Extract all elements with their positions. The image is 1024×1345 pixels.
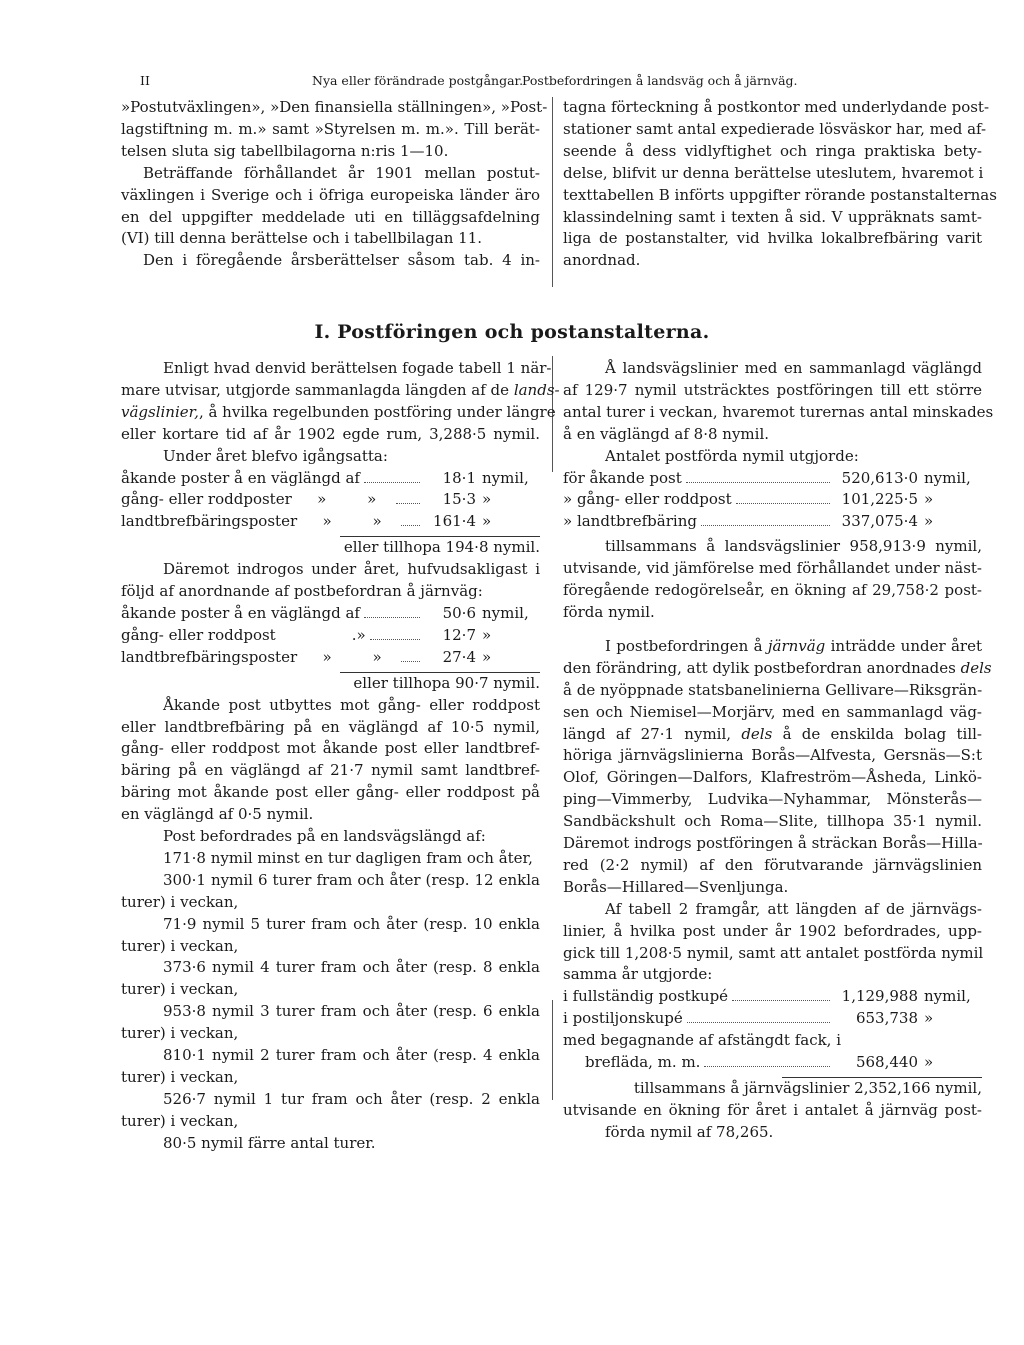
text-line: Antalet postförda nymil utgjorde: [605,446,859,465]
running-title-left: Nya eller förändrade postgångar. [312,73,524,88]
text-line: förda nymil af 78,265. [605,1122,774,1141]
text-line: antal turer i veckan, hvaremot turernas antal minskades [563,402,994,421]
text-line: längd af 27·1 nymil, dels å de enskilda bolag till- [563,724,982,743]
opened-row: åkande poster å en väglängd af 18·1 nymil, [121,468,529,487]
text-line: utvisande, vid jämförelse med förhållandet under näst- [563,559,982,578]
text-line: Under året blefvo igångsatta: [163,446,388,465]
left-column [121,358,560,1155]
text-line: bäring mot åkande post eller gång- eller roddpost på [121,783,540,802]
text-line: den förändring, att dylik postbefordran anordnades dels [563,658,992,677]
text-line: »Postutväxlingen», »Den finansiella ställningen», »Post- [121,98,548,116]
frequency-line: turer) i veckan, [121,892,239,911]
text-line: liga de postanstalter, vid hvilka lokalbrefbäring varit [563,229,982,248]
right-column [563,358,994,1144]
rail-row: brefläda, m. m. 568,440 » [585,1053,934,1072]
rail-row: med begagnande af afstängdt fack, i [563,1031,842,1050]
total-line: tillsammans å landsvägslinier 958,913·9 nymil, [605,537,982,556]
text-line: Post befordrades på en landsvägslängd af: [163,827,486,846]
text-line: utvisande en ökning för året i antalet å järnväg post- [563,1100,982,1119]
text-line: Däremot indrogs postföringen å sträckan Borås—Hilla- [563,834,983,853]
carried-row: för åkande post 520,613·0 nymil, [563,468,971,487]
text-line: texttabellen B införts uppgifter rörande postanstalternas [563,185,997,204]
frequency-line: turer) i veckan, [121,1024,239,1043]
text-line: I postbefordringen å järnväg inträdde under året [605,636,982,655]
frequency-line: 300·1 nymil 6 turer fram och åter (resp. 12 enkla [163,870,540,889]
text-line: Borås—Hillared—Svenljunga. [563,877,789,896]
section-number: I. [314,321,331,343]
text-line: föregående redogörelseår, en ökning af 29,758·2 post- [563,581,982,600]
carried-row: » landtbrefbäring 337,075·4 » [563,512,934,531]
frequency-line: turer) i veckan, [121,1111,239,1130]
column-divider [552,1000,553,1100]
text-line: Däremot indrogos under året, hufvudsakligast i [163,560,540,579]
text-line: en del uppgifter meddelade uti en tilläggsafdelning [121,207,540,226]
closed-row: åkande poster å en väglängd af 50·6 nymil, [121,603,529,622]
text-line: samma år utgjorde: [563,965,713,984]
text-line: linier, å hvilka post under år 1902 befordrades, upp- [563,921,982,940]
text-line: tagna förteckning å postkontor med underlydande post- [563,98,990,116]
text-line: anordnad. [563,251,641,270]
text-line: växlingen i Sverige och i öfriga europeiska länder äro [121,185,540,204]
section-heading [0,322,1024,344]
text-line: förda nymil. [563,602,655,621]
frequency-line: turer) i veckan, [121,1068,239,1086]
opened-row: gång- eller roddposter » » 15·3 » [121,490,492,509]
text-line: gång- eller roddpost mot åkande post eller landtbref- [121,739,540,758]
rail-row: i postiljonskupé 653,738 » [563,1009,934,1028]
frequency-line: 171·8 nymil minst en tur dagligen fram och åter, [163,848,533,867]
text-line: vägslinier,, å hvilka regelbunden postföring under längre [121,402,556,421]
frequency-line: turer) i veckan, [121,980,239,999]
text-line: Olof, Göringen—Dalfors, Klafreström—Åsheda, Linkö- [563,768,982,787]
text-line: Åkande post utbyttes mot gång- eller roddpost [163,695,540,714]
column-divider [552,97,553,287]
frequency-line: 80·5 nymil färre antal turer. [163,1133,376,1152]
frequency-line: 810·1 nymil 2 turer fram och åter (resp. 4 enkla [163,1046,540,1065]
text-line: telsen sluta sig tabellbilagorna n:ris 1—10. [121,141,449,160]
text-line: eller kortare tid af år 1902 egde rum, 3,288·5 nymil. [121,424,540,443]
frequency-line: 373·6 nymil 4 turer fram och åter (resp. 8 enkla [163,958,540,977]
text-line: delse, blifvit ur denna berättelse uteslutem, hvaremot i [563,163,984,182]
text-line: å de nyöppnade statsbanelinierna Gellivare—Riksgrän- [563,680,983,699]
frequency-line: 526·7 nymil 1 tur fram och åter (resp. 2 enkla [163,1089,540,1108]
frequency-line: 953·8 nymil 3 turer fram och åter (resp. 6 enkla [163,1002,540,1021]
text-line: eller landtbrefbäring på en väglängd af 10·5 nymil, [121,717,540,736]
intro-right-column [563,97,997,272]
text-line: seende å dess vidlyftighet och ringa praktiska bety- [563,141,982,160]
running-title-right: Postbefordringen å landsväg och å järnväg. [522,73,798,88]
frequency-line: turer) i veckan, [121,936,239,955]
page-number: II [140,73,150,88]
total-line: eller tillhopa 194·8 nymil. [343,538,540,557]
text-line: Enligt hvad denvid berättelsen fogade tabell 1 när- [163,359,552,377]
rail-row: i fullständig postkupé 1,129,988 nymil, [563,987,971,1006]
text-line: (VI) till denna berättelse och i tabellbilagan 11. [121,229,483,248]
text-line: stationer samt antal expedierade lösväskor har, med af- [563,119,987,138]
text-line: Beträffande förhållandet år 1901 mellan postut- [143,163,540,182]
text-line: gick till 1,208·5 nymil, samt att antalet postförda nymil [563,943,984,962]
text-line: följd af anordnande af postbefordran å järnväg: [121,582,483,601]
text-line: å en väglängd af 8·8 nymil. [563,424,770,443]
text-line: Af tabell 2 framgår, att längden af de järnvägs- [605,899,982,918]
text-line: red (2·2 nymil) af den förutvarande järnvägslinien [563,855,982,874]
total-line: tillsammans å järnvägslinier 2,352,166 nymil, [633,1079,982,1097]
text-line: bäring på en väglängd af 21·7 nymil samt landtbref- [121,761,540,780]
text-line: mare utvisar, utgjorde sammanlagda längden af de lands- [121,380,560,399]
text-line: klassindelning samt i texten å sid. V uppräknats samt- [563,207,982,226]
text-line: ping—Vimmerby, Ludvika—Nyhammar, Mönsterås— [563,790,982,809]
closed-row: gång- eller roddpost .» 12·7 » [121,625,492,644]
opened-row: landtbrefbäringsposter » » 161·4 » [121,512,492,531]
text-line: lagstiftning m. m.» samt »Styrelsen m. m.». Till berät- [121,119,540,138]
carried-row: » gång- eller roddpost 101,225·5 » [563,490,934,509]
intro-left-column [121,97,548,272]
text-line: sen och Niemisel—Morjärv, med en sammanlagd väg- [563,702,982,721]
section-title: Postföringen och postanstalterna. [337,321,710,343]
text-line: Sandbäckshult och Roma—Slite, tillhopa 35·1 nymil. [563,812,982,831]
total-line: eller tillhopa 90·7 nymil. [353,673,540,692]
closed-row: landtbrefbäringsposter » » 27·4 » [121,647,492,666]
text-line: Å landsvägslinier med en sammanlagd väglängd [605,359,982,377]
frequency-line: 71·9 nymil 5 turer fram och åter (resp. 10 enkla [163,914,540,933]
text-line: af 129·7 nymil utsträcktes postföringen till ett större [563,380,982,399]
text-line: en väglängd af 0·5 nymil. [121,805,314,824]
text-line: Den i föregående årsberättelser såsom tab. 4 in- [143,251,540,270]
text-line: höriga järnvägslinierna Borås—Alfvesta, Gersnäs—S:t [563,746,982,765]
